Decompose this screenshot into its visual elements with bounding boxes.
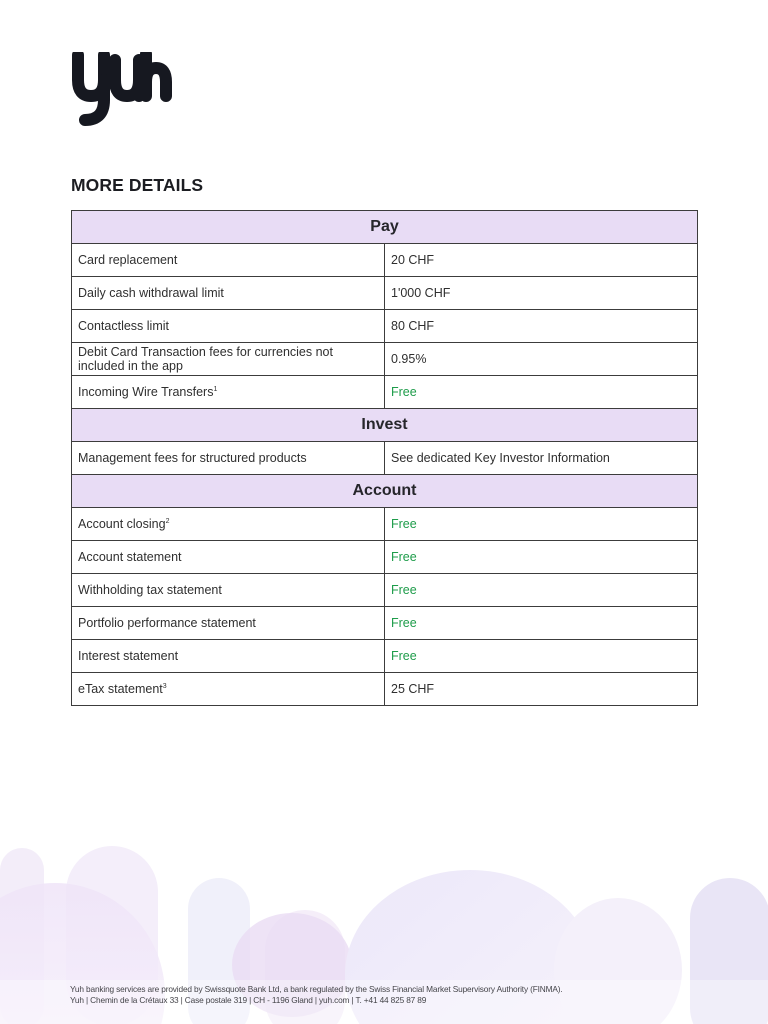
fee-label xyxy=(72,607,385,640)
yuh-logo-icon xyxy=(70,52,172,128)
fee-value: 20 CHF xyxy=(385,244,698,277)
table-row xyxy=(72,673,698,706)
fee-label xyxy=(72,640,385,673)
yuh-logo xyxy=(70,52,172,128)
fee-label xyxy=(72,541,385,574)
fee-label-text: Account statement xyxy=(78,550,182,564)
fee-label xyxy=(72,244,385,277)
table-row xyxy=(72,277,698,310)
fee-value: See dedicated Key Investor Information xyxy=(385,442,698,475)
fee-label-text: Contactless limit xyxy=(78,319,169,333)
group-title: Pay xyxy=(72,211,698,244)
fee-label-text: Card replacement xyxy=(78,253,178,267)
fee-value: 25 CHF xyxy=(385,673,698,706)
group-header-account xyxy=(72,475,698,508)
table-row xyxy=(72,607,698,640)
group-title: Account xyxy=(72,475,698,508)
fee-label xyxy=(72,574,385,607)
fee-label-text: Account closing xyxy=(78,517,166,531)
footer-line-2: Yuh | Chemin de la Crétaux 33 | Case postale 319 | CH - 1196 Gland | yuh.com | T. +41 44 825 87 89 xyxy=(70,995,427,1005)
fee-value: Free xyxy=(385,541,698,574)
table-row xyxy=(72,640,698,673)
fee-label-text: eTax statement xyxy=(78,682,163,696)
fee-label xyxy=(72,508,385,541)
fee-value: 0.95% xyxy=(385,343,698,376)
fee-label-text: Debit Card Transaction fees for currencies not included in the app xyxy=(78,345,333,373)
footnote-marker: 3 xyxy=(162,682,167,690)
table-row xyxy=(72,343,698,376)
section-title: MORE DETAILS xyxy=(71,175,204,195)
footer xyxy=(70,984,563,1006)
group-title: Invest xyxy=(72,409,698,442)
fee-value: Free xyxy=(385,607,698,640)
table-row xyxy=(72,376,698,409)
fee-value: Free xyxy=(385,376,698,409)
fee-value: 80 CHF xyxy=(385,310,698,343)
table-row xyxy=(72,442,698,475)
table-row xyxy=(72,244,698,277)
fee-label-text: Interest statement xyxy=(78,649,179,663)
fee-label xyxy=(72,673,385,706)
fee-label xyxy=(72,310,385,343)
group-header-pay xyxy=(72,211,698,244)
footnote-marker: 1 xyxy=(213,385,218,393)
fee-label-text: Incoming Wire Transfers xyxy=(78,385,214,399)
fee-label xyxy=(72,343,385,376)
table-row xyxy=(72,574,698,607)
fee-value: Free xyxy=(385,640,698,673)
fee-label-text: Daily cash withdrawal limit xyxy=(78,286,224,300)
fee-value: 1'000 CHF xyxy=(385,277,698,310)
table-row xyxy=(72,508,698,541)
footer-line-1: Yuh banking services are provided by Swissquote Bank Ltd, a bank regulated by the Swiss Financial Market Supervisory Authority (FINMA). xyxy=(70,984,563,994)
fee-value: Free xyxy=(385,574,698,607)
footnote-marker: 2 xyxy=(165,517,170,525)
table-row xyxy=(72,541,698,574)
fee-label xyxy=(72,277,385,310)
fee-value: Free xyxy=(385,508,698,541)
fee-label-text: Management fees for structured products xyxy=(78,451,307,465)
fees-table xyxy=(71,210,698,706)
fee-label xyxy=(72,376,385,409)
fee-label xyxy=(72,442,385,475)
group-header-invest xyxy=(72,409,698,442)
table-row xyxy=(72,310,698,343)
fee-label-text: Portfolio performance statement xyxy=(78,616,256,630)
fee-label-text: Withholding tax statement xyxy=(78,583,222,597)
